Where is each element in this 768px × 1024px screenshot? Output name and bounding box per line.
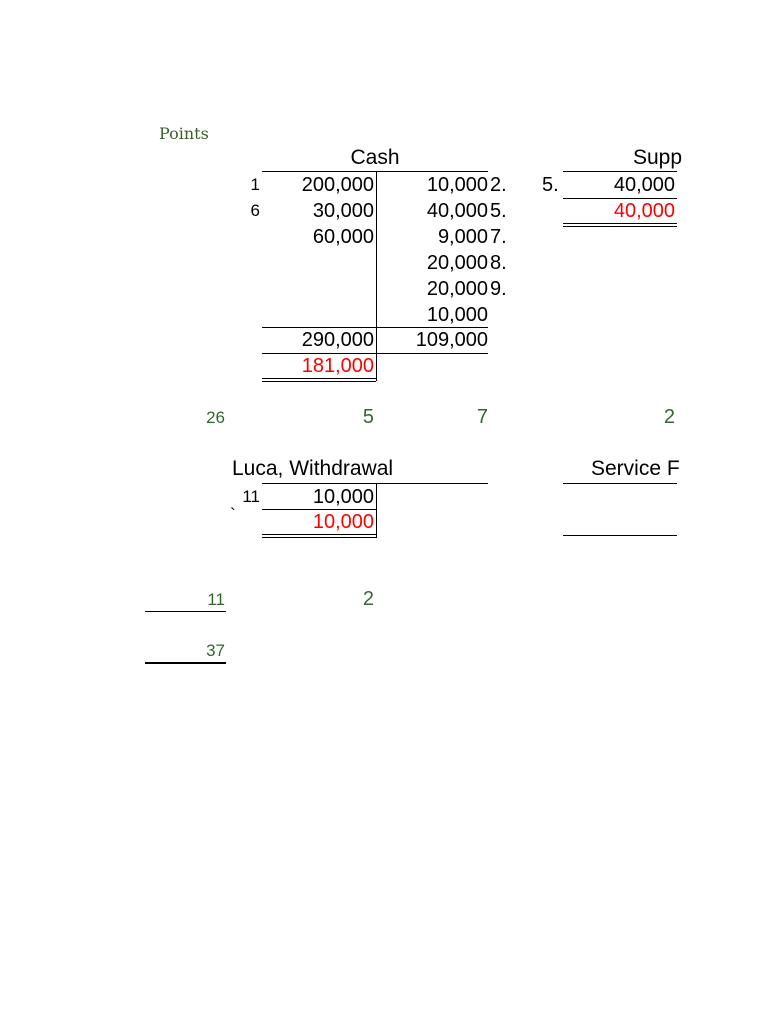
- cash-double-underline: [262, 378, 376, 382]
- score-cash-debit: 5: [362, 406, 374, 428]
- cash-credit: 9,000: [437, 226, 488, 248]
- cash-debit: 200,000: [301, 174, 374, 196]
- cash-debit-total: 290,000: [301, 329, 374, 351]
- score-total: 37: [206, 641, 225, 660]
- cash-balance: 181,000: [301, 355, 374, 377]
- cash-credit: 40,000: [426, 200, 488, 222]
- withdrawal-debit: 10,000: [312, 486, 374, 508]
- points-label: Points: [159, 124, 209, 143]
- cash-credit-ref: 5.: [490, 200, 507, 222]
- withdrawal-balance: 10,000: [312, 511, 374, 533]
- cash-debit: 30,000: [312, 200, 374, 222]
- score-withdrawal-left: 11: [207, 590, 225, 609]
- score-total-line: [145, 662, 226, 664]
- withdrawal-double-underline: [262, 534, 376, 538]
- cash-row-label: 1: [250, 175, 260, 194]
- score-withdrawal: 2: [362, 588, 374, 610]
- cash-row-label: 6: [250, 201, 260, 220]
- withdrawal-center-line: [376, 483, 377, 538]
- supplies-debit: 40,000: [613, 174, 675, 196]
- withdrawal-title: Luca, Withdrawal: [232, 457, 394, 480]
- service-title: Service F: [591, 457, 680, 480]
- supplies-ref: 5.: [542, 174, 559, 196]
- cash-credit-ref: 2.: [490, 174, 507, 196]
- cash-credit-ref: 7.: [490, 226, 507, 248]
- cash-credit-total: 109,000: [415, 329, 488, 351]
- score-cash-credit: 7: [476, 406, 488, 428]
- withdrawal-row-label: 11: [242, 487, 260, 506]
- cash-credit-ref: 8.: [490, 252, 507, 274]
- score-subtotal-line: [145, 611, 226, 612]
- score-cash: 26: [206, 408, 225, 427]
- cash-title: Cash: [350, 146, 400, 169]
- cash-debit: 60,000: [312, 226, 374, 248]
- supplies-double-underline: [563, 223, 677, 227]
- cash-credit: 10,000: [426, 304, 488, 326]
- score-supplies: 2: [663, 406, 675, 428]
- supplies-balance: 40,000: [613, 200, 675, 222]
- cash-credit: 10,000: [426, 174, 488, 196]
- cash-credit: 20,000: [426, 278, 488, 300]
- supplies-title: Supp: [633, 146, 683, 169]
- cash-credit-ref: 9.: [490, 278, 507, 300]
- cash-credit: 20,000: [426, 252, 488, 274]
- withdrawal-mark: `: [230, 505, 236, 524]
- service-top-line: [563, 483, 677, 484]
- service-bottom-line: [563, 535, 677, 536]
- cash-center-line: [376, 171, 377, 381]
